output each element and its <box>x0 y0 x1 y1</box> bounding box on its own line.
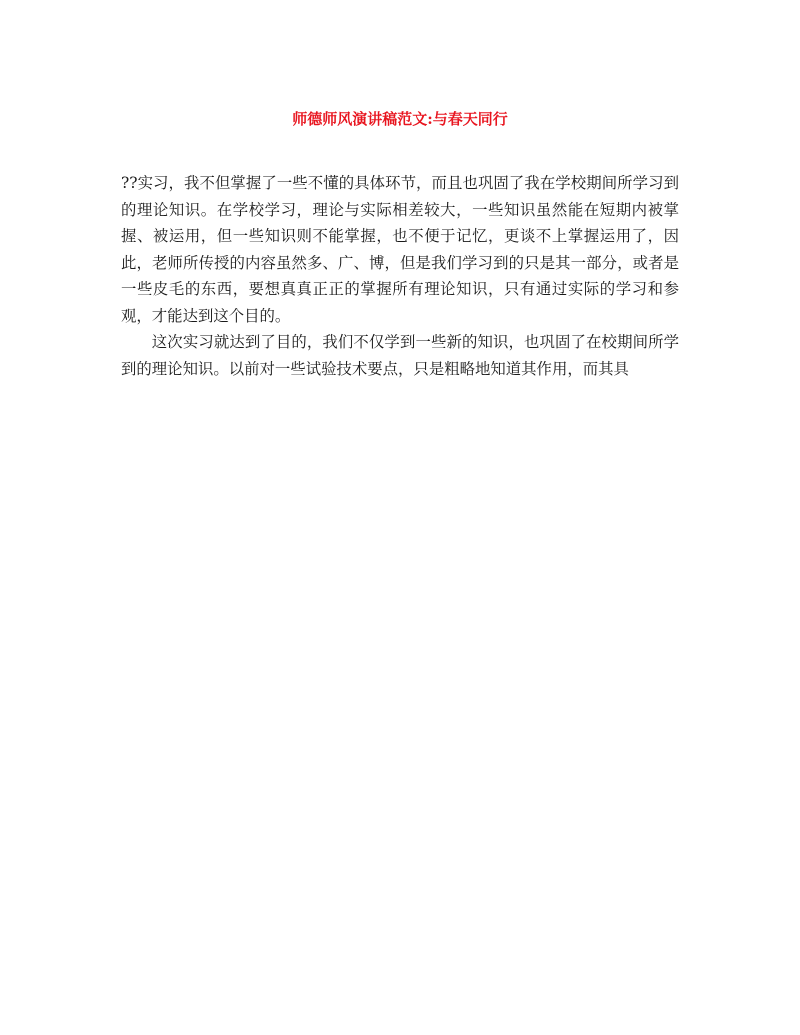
document-body <box>121 170 679 382</box>
paragraph-1: ??实习，我不但掌握了一些不懂的具体环节，而且也巩固了我在学校期间所学习到的理论知识。在学校学习，理论与实际相差较大，一些知识虽然能在短期内被掌握、被运用，但一些知识则不能掌握，也不便于记忆，更谈不上掌握运用了，因此，老师所传授的内容虽然多、广、博，但是我们学习到的只是其一部分，或者是一些皮毛的东西，要想真真正正的掌握所有理论知识，只有通过实际的学习和参观，才能达到这个目的。 <box>121 174 679 325</box>
document-title: 师德师风演讲稿范文:与春天同行 <box>292 110 508 128</box>
paragraph-2: 这次实习就达到了目的，我们不仅学到一些新的知识，也巩固了在校期间所学到的理论知识。以前对一些试验技术要点，只是粗略地知道其作用，而其具 <box>121 333 679 378</box>
